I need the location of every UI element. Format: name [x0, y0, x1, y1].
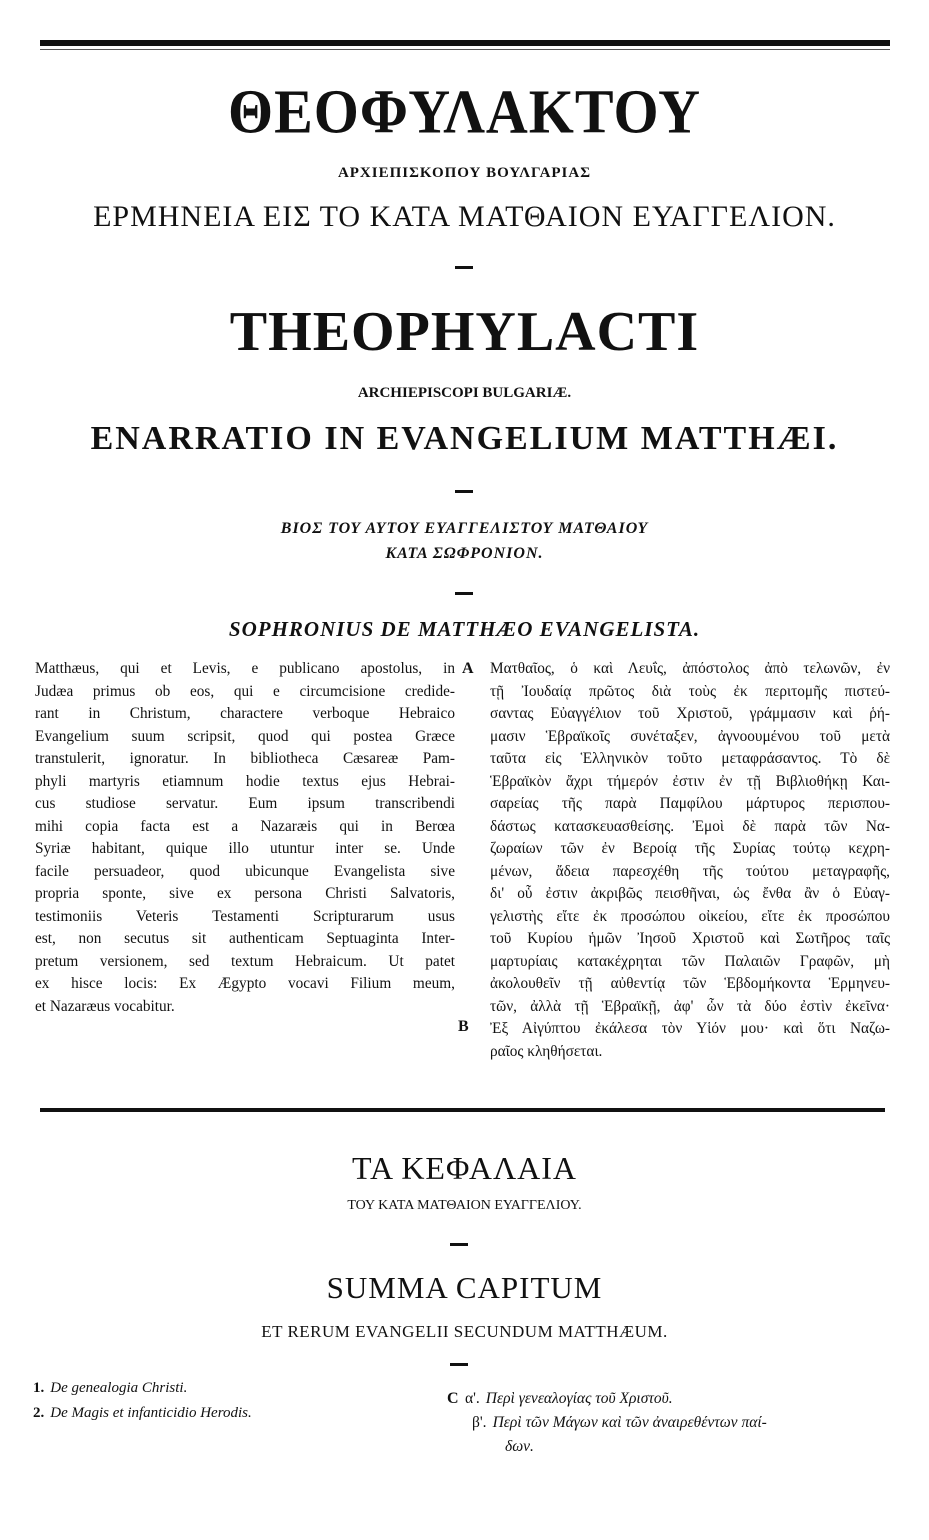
top-rule-thin: [40, 49, 890, 50]
text-line: σαντας Εὐαγγέλιον τοῦ Χριστοῦ, γράμμασιν καὶ ῥή-: [490, 705, 890, 722]
text-line: ραῖος κληθήσεται.: [490, 1042, 603, 1060]
text-line: μαρτυρίαις κατακέχρηται τῶν Παλαιῶν Γραφῶν, μὴ: [490, 952, 890, 970]
chapter-greek-item: [465, 1390, 673, 1408]
text-line: ex hisce locis: Ex Ægypto vocavi Filium meum,: [35, 975, 455, 992]
text-line: Ἑβραϊκὸν ἄχρι τήμερόν ἐστιν ἐν τῇ Βιβλιοθήκῃ Και-: [490, 772, 890, 790]
chapter-text: De genealogia Christi.: [50, 1380, 188, 1396]
latin-work-title: ENARRATIO IN EVANGELIUM MATTHÆI.: [90, 420, 839, 457]
text-line: pretum versionem, sed textum Hebraicum. Ut patet: [35, 952, 455, 970]
text-line: mihi copia facta est a Nazaræis qui in Berœa: [35, 817, 455, 835]
chapter-text: δων.: [505, 1438, 534, 1455]
chapter-text: De Magis et infanticidio Herodis.: [50, 1405, 252, 1421]
chapter-greek-item: [472, 1414, 767, 1432]
greek-author-subtitle: ΑΡΧΙΕΠΙΣΚΟΠΟΥ ΒΟΥΛΓΑΡΙΑΣ: [337, 165, 592, 181]
text-line: τῶν, ἀλλὰ τῇ Ἑβραϊκῇ, ἀφ' ὧν τὰ δύο ἐστὶν ἐκεῖνα·: [490, 997, 890, 1015]
summa-subtitle: ET RERUM EVANGELII SECUNDUM MATTHÆUM.: [261, 1322, 668, 1341]
text-line: facile persuadeor, quod ubicunque Evangelista sive: [35, 862, 455, 880]
text-line: Ματθαῖος, ὁ καὶ Λευΐς, ἀπόστολος ἀπὸ τελωνῶν, ἐν: [490, 660, 890, 677]
text-line: μασιν Ἑβραϊκοῖς συνέταξεν, ἀγνοουμένου τοῦ μετὰ: [490, 727, 890, 745]
bios-heading-line1: ΒΙΟΣ ΤΟΥ ΑΥΤΟΥ ΕΥΑΓΓΕΛΙΣΤΟΥ ΜΑΤΘΑΙΟΥ: [280, 520, 649, 537]
divider-dash: [455, 490, 473, 493]
chapter-number: α'.: [465, 1390, 480, 1407]
divider-dash: [455, 266, 473, 269]
chapter-greek-item: [505, 1438, 534, 1456]
divider-dash: [450, 1363, 468, 1366]
section-rule: [40, 1108, 885, 1112]
text-line: Ἐξ Αἰγύπτου ἐκάλεσα τὸν Υἱόν μου· καὶ ὅτι Ναζω-: [490, 1020, 890, 1037]
top-rule: [40, 40, 890, 46]
text-line: τοῦ Κυρίου ἡμῶν Ἰησοῦ Χριστοῦ καὶ Σωτῆρος ταῖς: [490, 930, 890, 947]
kephalaia-subtitle: ΤΟΥ ΚΑΤΑ ΜΑΤΘΑΙΟΝ ΕΥΑΓΓΕΛΙΟΥ.: [347, 1198, 582, 1213]
chapter-latin-item: [33, 1405, 252, 1422]
chapter-text: Περὶ γενεαλογίας τοῦ Χριστοῦ.: [485, 1390, 673, 1407]
margin-marker-a: A: [462, 660, 474, 677]
margin-marker-b: B: [458, 1018, 469, 1035]
text-line: cus studiose servatur. Eum ipsum transcribendi: [35, 795, 455, 812]
summa-title: SUMMA CAPITUM: [326, 1270, 603, 1305]
text-line: transtulerit, ignoratur. In bibliotheca Cæsareæ Pam-: [35, 750, 455, 767]
text-line: τῇ Ἰουδαίᾳ πρῶτος διὰ τοὺς ἐκ περιτομῆς πιστεύ-: [490, 682, 890, 700]
sophronius-heading: SOPHRONIUS DE MATTHÆO EVANGELISTA.: [228, 617, 701, 641]
text-line: testimoniis Veteris Testamenti Scripturarum usus: [35, 907, 455, 925]
text-line: γελιστὴς εἴτε ἐκ προσώπου οἰκείου, εἴτε ἐκ προσώπου: [490, 907, 890, 925]
chapter-latin-item: [33, 1380, 187, 1397]
text-line: δάστως κατασκευασθείσης. Ἐμοὶ δὲ παρὰ τῶν Να-: [490, 817, 890, 835]
text-line: ἀκολουθεῖν τῇ αὐθεντίᾳ τῶν Ἑβδομήκοντα Ἑρμηνευ-: [490, 975, 890, 992]
text-line: ταῦτα εἰς Ἑλληνικὸν τοῦτο μεταφράσαντος. Τὸ δὲ: [490, 750, 890, 767]
chapter-number: 2.: [33, 1405, 45, 1421]
text-line: et Nazaræus vocabitur.: [35, 997, 175, 1015]
text-line: δι' οὗ ἐστιν ἀκριβῶς πεισθῆναι, ὡς ἔνθα ἂν ὁ Εὐαγ-: [490, 885, 890, 902]
kephalaia-title: ΤΑ ΚΕΦΑΛΑΙΑ: [351, 1150, 578, 1186]
text-line: μένων, ἄδεια παρεσχέθη τῆς τούτου μεταγραφῆς,: [490, 862, 890, 880]
greek-author-title: ΘΕΟΦΥΛΑΚΤΟΥ: [227, 76, 702, 147]
text-line: phyli martyris etiamnum hodie textus ejus Hebrai-: [35, 772, 455, 790]
text-line: propria sponte, sive ex persona Christi Salvatoris,: [35, 885, 455, 902]
margin-marker-c: C: [447, 1390, 459, 1407]
text-line: Syriæ habitant, quique illo utuntur inter se. Unde: [35, 840, 455, 857]
chapter-number: 1.: [33, 1380, 45, 1396]
divider-dash: [450, 1243, 468, 1246]
text-line: rant in Christum, charactere verboque Hebraico: [35, 705, 455, 722]
latin-author-subtitle: ARCHIEPISCOPI BULGARIÆ.: [357, 385, 572, 401]
bios-heading-line2: ΚΑΤΑ ΣΩΦΡΟΝΙΟΝ.: [385, 545, 544, 562]
text-line: Evangelium suum scripsit, quod qui postea Græce: [35, 727, 455, 745]
divider-dash: [455, 592, 473, 595]
greek-text-column: [490, 658, 890, 1063]
text-line: ζωραίων τῶν ἐν Βεροίᾳ τῆς Συρίας τούτῳ κεχρη-: [490, 840, 890, 857]
text-line: est, non secutus sit authenticam Septuaginta Inter-: [35, 930, 455, 947]
greek-work-title: ΕΡΜΗΝΕΙΑ ΕΙΣ ΤΟ ΚΑΤΑ ΜΑΤΘΑΙΟΝ ΕΥΑΓΓΕΛΙΟΝ.: [93, 200, 836, 233]
text-line: σαρείας τῆς παρὰ Παμφίλου μάρτυρος περισπου-: [490, 795, 890, 812]
chapter-text: Περὶ τῶν Μάγων καὶ τῶν ἀναιρεθέντων παί-: [492, 1414, 767, 1431]
latin-author-title: THEOPHYLACTI: [229, 301, 700, 363]
latin-text-column: [35, 658, 455, 1018]
text-line: Matthæus, qui et Levis, e publicano apostolus, in: [35, 660, 455, 677]
chapter-number: β'.: [472, 1414, 487, 1431]
text-line: Judæa primus ob eos, qui e circumcisione credide-: [35, 682, 455, 700]
